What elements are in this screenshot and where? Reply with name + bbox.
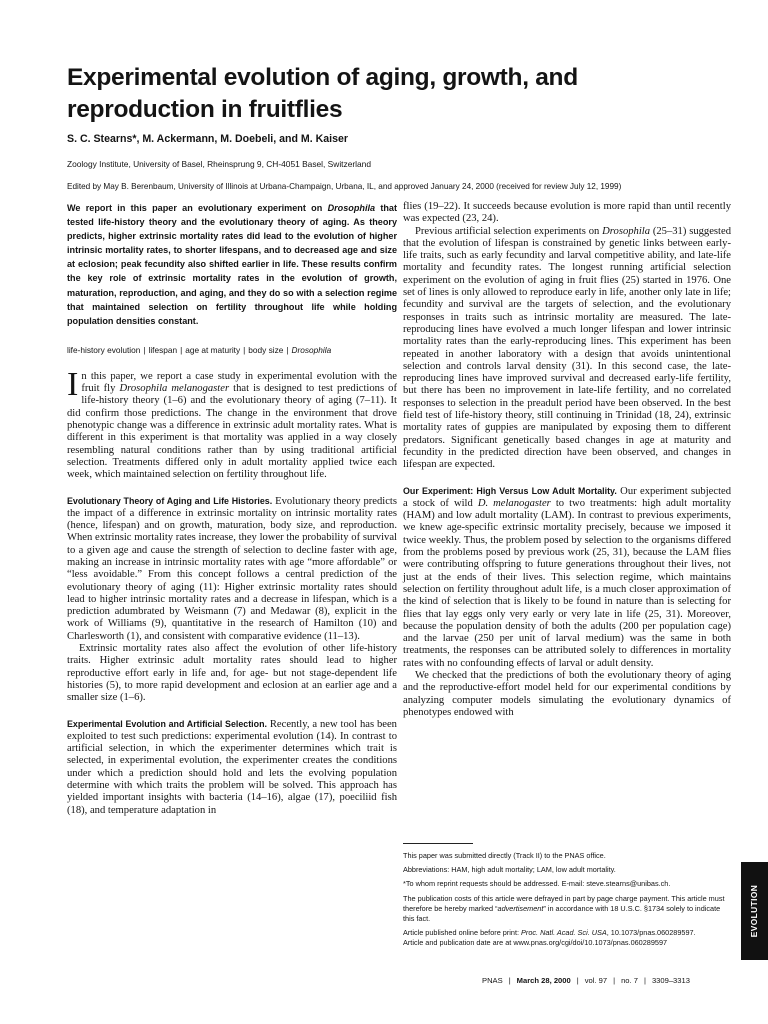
section-tab: EVOLUTION: [741, 862, 768, 960]
keyword: age at maturity: [185, 344, 241, 355]
body-paragraph: Extrinsic mortality rates also affect the evolution of other life-history traits. Higher extrinsic adult mortality rates should lead to higher reproductive effort early in life and, for age- but not stage-dependent life histories (5), to more rapid development and eclosion at an earlier age and a smaller size (1–6).: [67, 643, 397, 704]
keyword: body size: [248, 344, 284, 355]
intro-paragraph: In this paper, we report a case study in experimental evolution with the fruit fly Drosophila melanogaster that is designed to test predictions of life-history theory (1–6) and the evolutionary theory of aging (7–11). It did confirm those predictions. The change in the environment that drove phenotypic change was a difference in extrinsic adult mortality rates. What is different in this experiment is that mortality was applied in a way closely resembling natural conditions rather than by using traditional artificial selection. Treatments differed only in adult mortality applied twice each week, which maintained selection on fertility throughout life.: [67, 365, 397, 481]
footnote: Abbreviations: HAM, high adult mortality; LAM, low adult mortality.: [403, 865, 616, 875]
left-column: [67, 201, 397, 817]
section-heading: Experimental Evolution and Artificial Selection.: [67, 718, 267, 729]
page-footer: PNAS | March 28, 2000 | vol. 97 | no. 7 | 3309–3313: [482, 976, 690, 985]
section-aging-theory: Evolutionary Theory of Aging and Life Histories. Evolutionary theory predicts the impact of a difference in extrinsic mortality on intrinsic mortality rates (hence, lifespan) and on growth, maturation, body size, and reproduction. When extrinsic mortality rates increase, they lower the probability of survival to a given age and cause the strength of selection to decline faster with age, making an increase in intrinsic mortality rates with age “more affordable” or “less avoidable.” From this concept follows a central prediction of the evolutionary theory of aging (11): Higher extrinsic mortality rates should lead to higher intrinsic mortality rates and a decrease in lifespan, which is a prediction adumbrated by Weismann (7) and Medawar (8), explicit in the work of Williams (9), quantitative in the research of Hamilton (10) and Charlesworth (1), and consistent with comparative evidence (11–13).: [67, 495, 397, 642]
keywords: life-history evolution | lifespan | age at maturity | body size | Drosophila: [67, 344, 332, 355]
keyword: lifespan: [148, 344, 178, 355]
keyword: life-history evolution: [67, 344, 141, 355]
footnote: Article published online before print: Proc. Natl. Acad. Sci. USA, 10.1073/pnas.060289597. Article and publication date are at www.pnas.org/cgi/doi/10.1073/pnas.060289597: [403, 928, 696, 948]
body-paragraph: flies (19–22). It succeeds because evolution is more rapid than until recently was expected (23, 24).: [403, 201, 731, 225]
footnotes: [403, 851, 733, 953]
footnote-rule: [403, 843, 473, 844]
right-column: [403, 201, 731, 719]
authors: S. C. Stearns*, M. Ackermann, M. Doebeli, and M. Kaiser: [67, 133, 349, 145]
affiliation: Zoology Institute, University of Basel, Rheinsprung 9, CH-4051 Basel, Switzerland: [67, 159, 371, 169]
body-paragraph: Previous artificial selection experiments on Drosophila (25–31) suggested that the evolution of lifespan is constrained by genetic links between early-life traits, such as early fecundity and larval competitive ability, and late-life mortality and fecundity rates. The longest running artificial selection experiment on the evolution of aging in fruit flies (25) started in 1976. One set of lines is only allowed to reproduce early in life, another only late in life; fecundity and survival are the targets of selection, and the evolutionary responses in traits such as intrinsic mortality are measured. The late-reproducing lines have evolved a much longer lifespan and lower intrinsic mortality rates than the early-reproducing lines. This experiment has been repeated in another laboratory with a design that avoids unintentional selection and controls larval density (31). In this second case, the late-reproducing lines have improved survival and decreased early-life fertility, but there has been no improvement in late-life fertility, and no correlated responses to selection in the preadult period have been observed. In the best field test of life-history theory, still continuing in Trinidad (18, 24), extrinsic mortality rates of guppies are manipulated by exposing them to different predators. Significant genetically based changes in age at maturity and fecundity in the predicted direction have been observed, and changes in lifespan are expected.: [403, 225, 731, 471]
body-paragraph: We checked that the predictions of both the evolutionary theory of aging and the reproductive-effort model held for our experimental conditions by analyzing computer models simulating the evolutionary dynamics of phenotypes endowed with: [403, 669, 731, 718]
abstract: We report in this paper an evolutionary experiment on Drosophila that tested life-history theory and the evolutionary theory of aging. As theory predicts, higher extrinsic mortality rates did lead to the evolution of higher intrinsic mortality rates, to shorter lifespans, and to decreased age and size at eclosion; peak fecundity also shifted earlier in life. These results confirm the key role of extrinsic mortality rates in the evolution of growth, maturation, reproduction, and aging, and they do so with a selection regime that maintained selection on fertility throughout life while holding population densities constant.: [67, 203, 398, 326]
footnote: This paper was submitted directly (Track II) to the PNAS office.: [403, 851, 606, 860]
article-title: Experimental evolution of aging, growth, and reproduction in fruitflies: [67, 64, 578, 123]
drop-cap: I: [67, 365, 79, 403]
volume: vol. 97: [584, 976, 608, 985]
section-heading: Evolutionary Theory of Aging and Life Histories.: [67, 495, 273, 506]
footnote: *To whom reprint requests should be addressed. E-mail: steve.stearns@unibas.ch.: [403, 879, 671, 889]
issue-number: no. 7: [621, 976, 638, 985]
section-heading: Our Experiment: High Versus Low Adult Mortality.: [403, 485, 617, 496]
keyword: Drosophila: [291, 344, 332, 355]
section-experimental-evolution: Experimental Evolution and Artificial Selection. Recently, a new tool has been exploited to test such predictions: experimental evolution (14). In contrast to artificial selection, in which the experimenter determines which trait is selected, in experimental evolution, the experimenter creates the conditions under which a prediction should hold and lets the evolving population determine with which traits the problem will be solved. This approach has yielded important insights with bacteria (14–16), algae (17), poeciliid fish (18), and temperature adaptation in: [67, 718, 397, 816]
section-our-experiment: Our Experiment: High Versus Low Adult Mortality. Our experiment subjected a stock of wild D. melanogaster to two treatments: high adult mortality (HAM) and low adult mortality (LAM). In contrast to previous experiments, we knew age-specific extrinsic mortality precisely, because we imposed it twice weekly. Thus, the problem posed by selection to the organisms differed from the problems posed by previous work (25, 31), because the LAM flies were contributing offspring to future generations throughout their lives, not just at the ends of their lives. This selection regime, which maintains selection on fertility throughout adult life, is a much closer approximation of the kind of selection that is likely to be found in nature than is selecting for flies that lay eggs only very early or very late in life (25, 31). Moreover, because the population density of both the adults (200 per population cage) and the larvae (250 per unit of larval medium) was the same in both treatments, the responses can be attributed solely to differences in mortality rates with no confounding effects of larval or adult density.: [403, 485, 732, 669]
page-range: 3309–3313: [651, 976, 690, 985]
issue-date: March 28, 2000: [516, 976, 571, 985]
footnote: The publication costs of this article were defrayed in part by page charge payment. This article must therefore be hereby marked “advertisement” in accordance with 18 U.S.C. §1734 solely to indicate this fact.: [403, 893, 725, 924]
journal-name: PNAS: [482, 976, 503, 985]
edited-by: Edited by May B. Berenbaum, University of Illinois at Urbana-Champaign, Urbana, IL, and approved January 24, 2000 (received for review July 12, 1999): [67, 182, 622, 191]
